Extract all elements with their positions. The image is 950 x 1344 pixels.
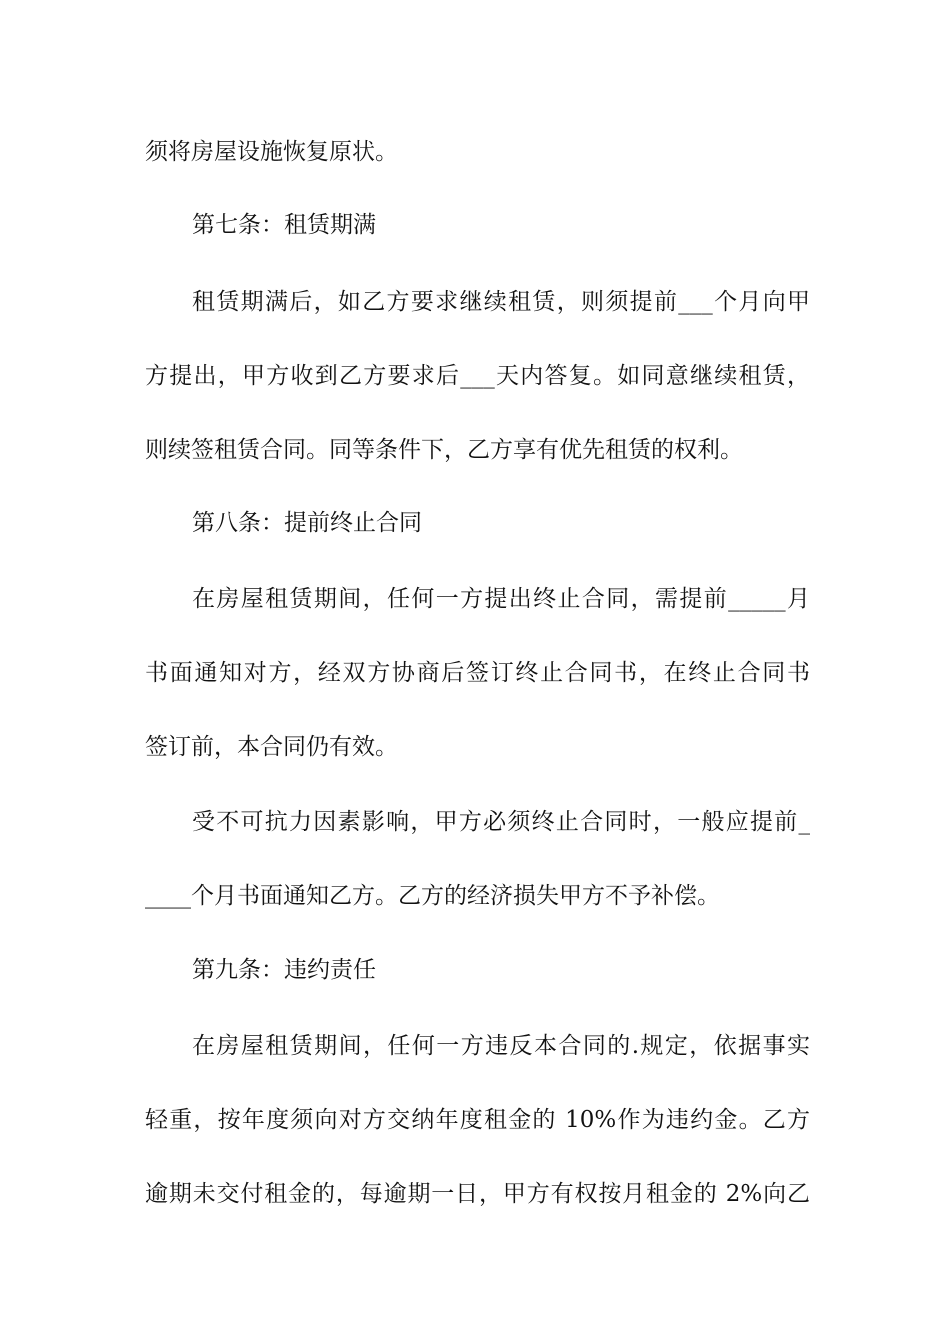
section-heading-article-7: 第七条：租赁期满 bbox=[192, 212, 376, 238]
paragraph-line: 逾期未交付租金的，每逾期一日，甲方有权按月租金的 2%向乙 bbox=[145, 1181, 810, 1207]
paragraph-line: 签订前，本合同仍有效。 bbox=[145, 734, 398, 760]
paragraph-line: 须将房屋设施恢复原状。 bbox=[145, 139, 398, 165]
paragraph-line: 轻重，按年度须向对方交纳年度租金的 10%作为违约金。乙方 bbox=[145, 1107, 810, 1133]
paragraph-line: 租赁期满后，如乙方要求继续租赁，则须提前___个月向甲 bbox=[192, 289, 810, 315]
section-heading-article-8: 第八条：提前终止合同 bbox=[192, 510, 422, 536]
paragraph-line: 书面通知对方，经双方协商后签订终止合同书，在终止合同书 bbox=[145, 660, 810, 686]
paragraph-line: 在房屋租赁期间，任何一方提出终止合同，需提前_____月 bbox=[192, 586, 810, 612]
paragraph-line: ____个月书面通知乙方。乙方的经济损失甲方不予补偿。 bbox=[145, 883, 720, 909]
section-heading-article-9: 第九条：违约责任 bbox=[192, 957, 376, 983]
paragraph-line: 方提出，甲方收到乙方要求后___天内答复。如同意继续租赁， bbox=[145, 363, 810, 389]
paragraph-line: 则续签租赁合同。同等条件下，乙方享有优先租赁的权利。 bbox=[145, 437, 743, 463]
paragraph-line: 受不可抗力因素影响，甲方必须终止合同时，一般应提前_ bbox=[192, 809, 810, 835]
paragraph-line: 在房屋租赁期间，任何一方违反本合同的.规定，依据事实 bbox=[192, 1033, 810, 1059]
